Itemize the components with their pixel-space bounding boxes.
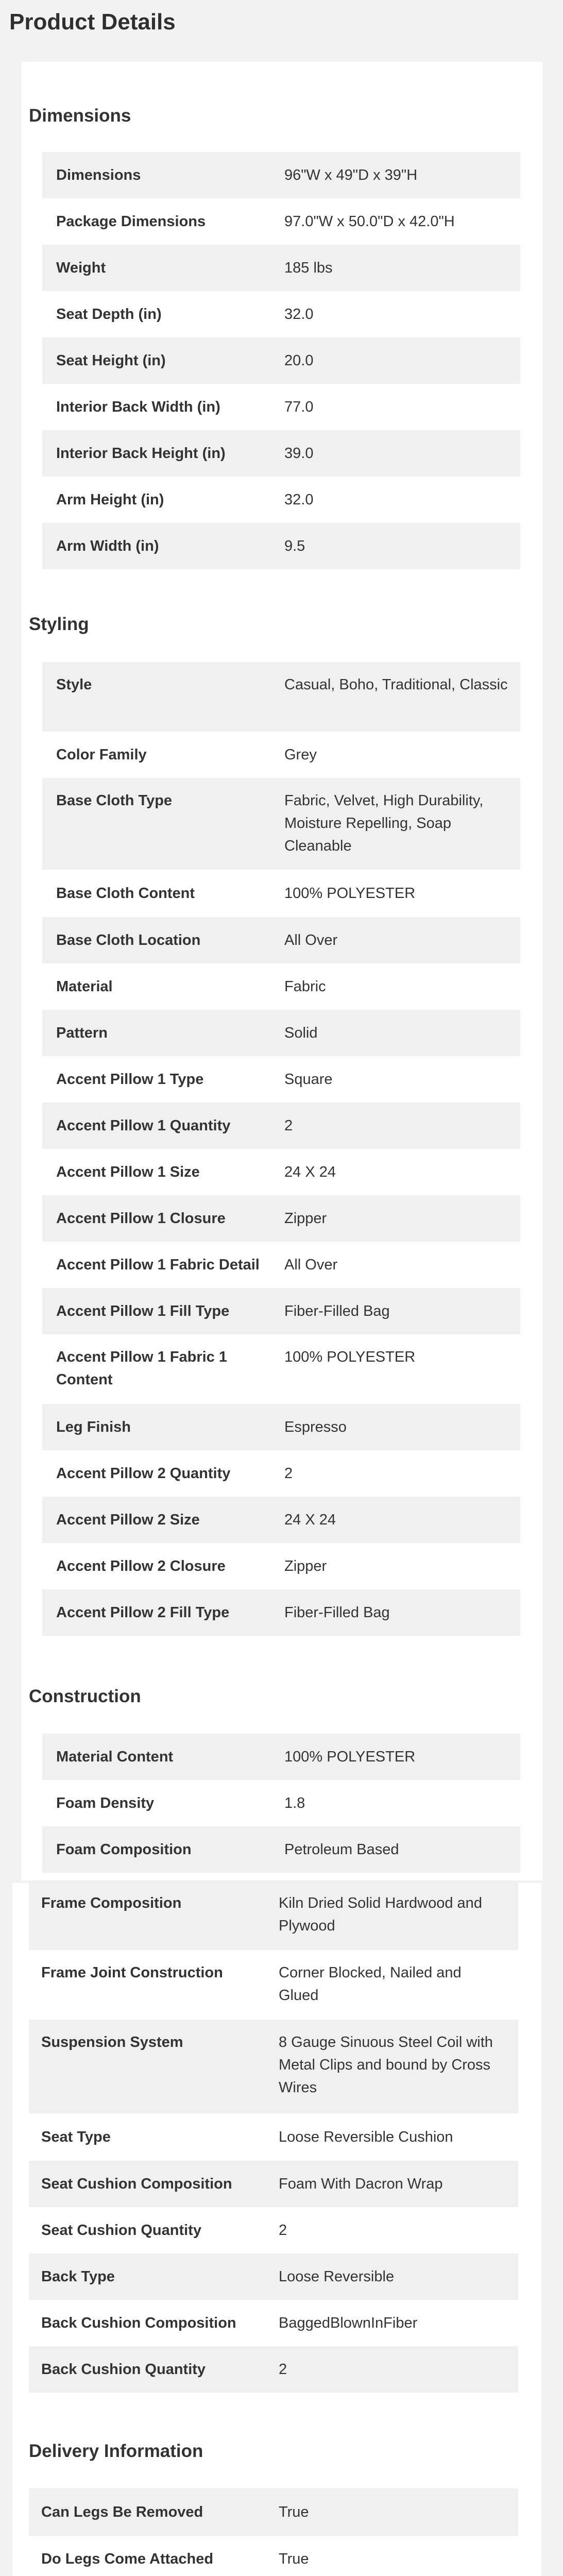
row-key: Do Legs Come Attached (41, 2551, 214, 2567)
row-key: Seat Cushion Quantity (41, 2222, 201, 2239)
row-value: 77.0 (284, 399, 314, 415)
row-value: True (279, 2551, 309, 2567)
row-value: Solid (284, 1025, 318, 1041)
row-key: Accent Pillow 1 Fabric 1 Content (56, 1349, 227, 1388)
table-row (42, 337, 520, 384)
row-key: Accent Pillow 2 Closure (56, 1558, 226, 1574)
row-key: Accent Pillow 2 Quantity (56, 1465, 231, 1482)
row-key: Base Cloth Location (56, 932, 201, 948)
row-value: Corner Blocked, Nailed and Glued (279, 1964, 462, 2004)
row-value: 24 X 24 (284, 1512, 336, 1528)
row-value: 96"W x 49"D x 39"H (284, 167, 418, 183)
row-value: Grey (284, 747, 317, 763)
row-value: Foam With Dacron Wrap (279, 2176, 443, 2192)
row-key: Accent Pillow 1 Fabric Detail (56, 1257, 260, 1273)
row-key: Material Content (56, 1749, 174, 1765)
row-key: Back Cushion Composition (41, 2315, 236, 2331)
table-row (42, 245, 520, 291)
table-row (29, 2346, 518, 2393)
row-key: Foam Composition (56, 1841, 192, 1858)
table-row (42, 1450, 520, 1497)
table-row (42, 917, 520, 963)
table-row (42, 1404, 520, 1450)
row-value: Fiber-Filled Bag (284, 1604, 390, 1621)
row-value: 100% POLYESTER (284, 1349, 416, 1365)
row-key: Accent Pillow 2 Fill Type (56, 1604, 230, 1621)
table-row (42, 523, 520, 569)
row-key: Arm Height (in) (56, 492, 164, 508)
table-row (29, 1880, 518, 1950)
row-key: Pattern (56, 1025, 108, 1041)
row-key: Seat Type (41, 2129, 111, 2145)
row-value: Espresso (284, 1419, 347, 1435)
row-value: 8 Gauge Sinuous Steel Coil with Metal Clips and bound by Cross Wires (279, 2034, 493, 2096)
table-row (42, 1589, 520, 1636)
table-row (42, 662, 520, 732)
table-row (42, 1195, 520, 1242)
row-key: Base Cloth Type (56, 792, 173, 809)
row-value: 2 (279, 2222, 287, 2239)
table-row (42, 1103, 520, 1149)
row-key: Accent Pillow 1 Type (56, 1071, 204, 1088)
table-row (29, 1950, 518, 2020)
row-key: Foam Density (56, 1795, 155, 1811)
row-value: Casual, Boho, Traditional, Classic (284, 676, 508, 693)
row-key: Accent Pillow 1 Closure (56, 1210, 226, 1227)
table-row (42, 1288, 520, 1334)
row-value: Loose Reversible Cushion (279, 2129, 453, 2145)
table-row (42, 1497, 520, 1543)
table-row (42, 1334, 520, 1404)
table-row (42, 963, 520, 1010)
row-value: 2 (284, 1465, 293, 1482)
table-row (42, 1780, 520, 1826)
row-key: Interior Back Height (in) (56, 445, 226, 462)
table-row (42, 1010, 520, 1056)
row-key: Accent Pillow 1 Fill Type (56, 1303, 230, 1319)
section-title-styling: Styling (29, 614, 89, 634)
row-key: Seat Height (in) (56, 352, 166, 369)
row-value: 2 (284, 1117, 293, 1134)
row-key: Seat Depth (in) (56, 306, 162, 323)
table-row (42, 477, 520, 523)
row-key: Color Family (56, 747, 147, 763)
row-value: 1.8 (284, 1795, 305, 1811)
table-row (42, 732, 520, 778)
row-value: BaggedBlownInFiber (279, 2315, 418, 2331)
row-value: 32.0 (284, 492, 314, 508)
row-value: 20.0 (284, 352, 314, 369)
row-key: Frame Joint Construction (41, 1964, 223, 1981)
table-row (29, 2207, 518, 2253)
table-row (42, 198, 520, 245)
table-row (42, 291, 520, 337)
row-value: Fiber-Filled Bag (284, 1303, 390, 1319)
row-value: All Over (284, 1257, 338, 1273)
row-key: Can Legs Be Removed (41, 2504, 203, 2520)
row-key: Accent Pillow 1 Quantity (56, 1117, 231, 1134)
row-value: Fabric (284, 978, 326, 995)
row-key: Leg Finish (56, 1419, 131, 1435)
row-value: All Over (284, 932, 338, 948)
row-key: Seat Cushion Composition (41, 2176, 232, 2192)
row-value: Petroleum Based (284, 1841, 399, 1858)
table-row (29, 2113, 518, 2161)
row-key: Dimensions (56, 167, 141, 183)
table-row (42, 384, 520, 430)
row-key: Accent Pillow 1 Size (56, 1164, 200, 1180)
table-row (42, 1734, 520, 1780)
row-value: 185 lbs (284, 260, 333, 276)
row-key: Frame Composition (41, 1895, 182, 1911)
row-value: 9.5 (284, 538, 305, 554)
row-key: Back Type (41, 2268, 115, 2285)
table-row (42, 1826, 520, 1873)
row-value: 32.0 (284, 306, 314, 323)
row-value: Loose Reversible (279, 2268, 395, 2285)
row-value: 39.0 (284, 445, 314, 462)
row-key: Style (56, 676, 92, 693)
table-row (29, 2020, 518, 2113)
section-title-construction: Construction (29, 1686, 141, 1706)
row-key: Weight (56, 260, 106, 276)
row-key: Accent Pillow 2 Size (56, 1512, 200, 1528)
row-value: 100% POLYESTER (284, 885, 416, 902)
row-value: 100% POLYESTER (284, 1749, 416, 1765)
table-row (42, 778, 520, 870)
row-key: Base Cloth Content (56, 885, 195, 902)
page-title: Product Details (9, 9, 176, 35)
row-value: True (279, 2504, 309, 2520)
row-key: Suspension System (41, 2034, 183, 2050)
table-row (29, 2300, 518, 2346)
row-value: Zipper (284, 1210, 327, 1227)
row-key: Back Cushion Quantity (41, 2361, 206, 2378)
row-value: Kiln Dried Solid Hardwood and Plywood (279, 1895, 482, 1934)
section-title-delivery: Delivery Information (29, 2441, 203, 2461)
row-key: Arm Width (in) (56, 538, 159, 554)
row-value: 97.0"W x 50.0"D x 42.0"H (284, 213, 455, 230)
table-row (42, 1543, 520, 1589)
section-title-dimensions: Dimensions (29, 106, 131, 126)
table-row (42, 430, 520, 477)
table-row (29, 2161, 518, 2207)
table-row (42, 1056, 520, 1103)
row-key: Interior Back Width (in) (56, 399, 220, 415)
row-value: Zipper (284, 1558, 327, 1574)
row-value: 2 (279, 2361, 287, 2378)
table-row (29, 2488, 518, 2536)
table-row (42, 1149, 520, 1195)
row-value: Fabric, Velvet, High Durability, Moisture Repelling, Soap Cleanable (284, 792, 484, 854)
table-row (42, 152, 520, 198)
row-value: Square (284, 1071, 333, 1088)
row-key: Material (56, 978, 113, 995)
table-row (29, 2536, 518, 2576)
table-row (29, 2253, 518, 2300)
row-key: Package Dimensions (56, 213, 206, 230)
row-value: 24 X 24 (284, 1164, 336, 1180)
table-row (42, 1242, 520, 1288)
table-row (42, 870, 520, 917)
